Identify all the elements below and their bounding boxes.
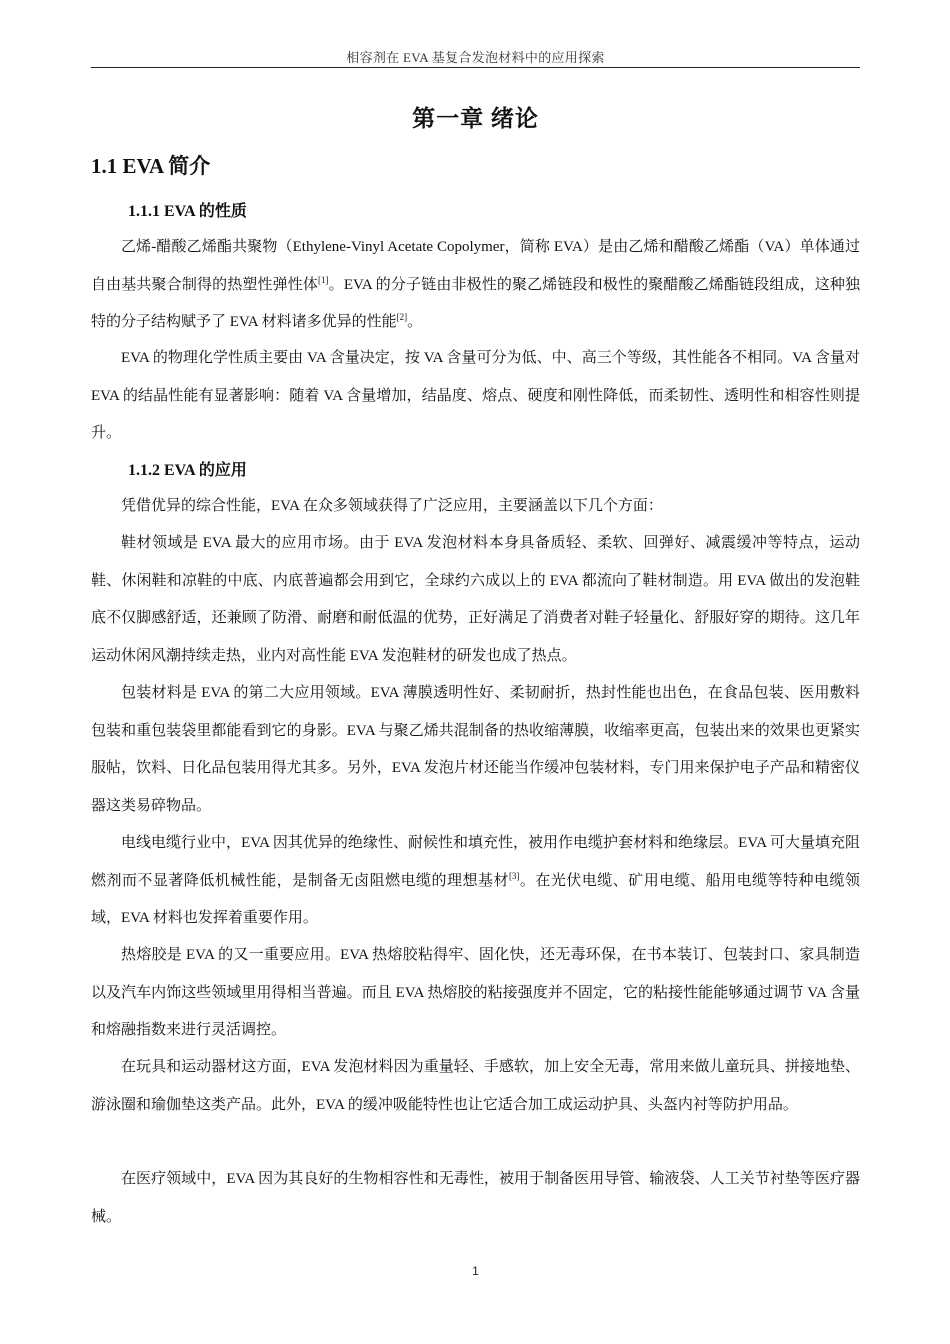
paragraph-footwear: 鞋材领域是 EVA 最大的应用市场。由于 EVA 发泡材料本身具备质轻、柔软、回弹好、减震缓冲等特点，运动鞋、休闲鞋和凉鞋的中底、内底普遍都会用到它，全球约六成以上的 EVA 都流向了鞋材制造。用 EVA 做出的发泡鞋底不仅脚感舒适，还兼顾了防滑、耐磨和耐低温的优势，正好满足了消费者对鞋子轻量化、舒服好穿的期待。这几年运动休闲风潮持续走热，业内对高性能 EVA 发泡鞋材的研发也成了热点。: [91, 535, 860, 664]
citation-ref-1[interactable]: [1]: [318, 274, 329, 285]
citation-ref-3[interactable]: [3]: [508, 870, 520, 881]
paragraph-applications-intro: 凭借优异的综合性能，EVA 在众多领域获得了广泛应用，主要涵盖以下几个方面：: [121, 498, 663, 514]
paragraph-text: 。: [407, 314, 423, 330]
paragraph-va-content: EVA 的物理化学性质主要由 VA 含量决定，按 VA 含量可分为低、中、高三个等级，其性能各不相同。VA 含量对 EVA 的结晶性能有显著影响：随着 VA 含量增加，结晶度、熔点、硬度和刚性降低，而柔韧性、透明性和相容性则提升。: [91, 350, 860, 441]
page-number: 1: [472, 1264, 479, 1278]
paragraph-packaging: 包装材料是 EVA 的第二大应用领域。EVA 薄膜透明性好、柔韧耐折，热封性能也出色，在食品包装、医用敷料包装和重包装袋里都能看到它的身影。EVA 与聚乙烯共混制备的热收缩薄膜，收缩率更高，包装出来的效果也更紧实服帖，饮料、日化品包装用得尤其多。另外，EVA 发泡片材还能当作缓冲包装材料，专门用来保护电子产品和精密仪器这类易碎物品。: [91, 685, 860, 814]
paragraph-toys-sports: 在玩具和运动器材这方面，EVA 发泡材料因为重量轻、手感软，加上安全无毒，常用来做儿童玩具、拼接地垫、游泳圈和瑜伽垫这类产品。此外，EVA 的缓冲吸能特性也让它适合加工成运动护具、头盔内衬等防护用品。: [91, 1059, 860, 1113]
chapter-title: 第一章 绪论: [412, 106, 539, 131]
running-header: 相容剂在 EVA 基复合发泡材料中的应用探索: [346, 50, 605, 65]
paragraph-text: 乙烯-醋酸乙烯酯共聚物（Ethylene-Vinyl Acetate Copolymer，简称 EVA）是由乙烯和醋酸乙烯酯（VA）单体通过自由基共聚合制得的热塑性弹性体: [91, 239, 860, 293]
section-heading-1-1-2: 1.1.2 EVA 的应用: [128, 462, 247, 479]
paragraph-text: 。EVA 的分子链由非极性的聚乙烯链段和极性的聚醋酸乙烯酯链段组成，这种独特的分子结构赋予了 EVA 材料诸多优异的性能: [91, 276, 860, 330]
section-heading-1-1-1: 1.1.1 EVA 的性质: [128, 203, 247, 220]
paragraph-text: 。在光伏电缆、矿用电缆、船用电缆等特种电缆领域，EVA 材料也发挥着重要作用。: [91, 872, 860, 926]
header-rule: [91, 67, 860, 68]
paragraph-eva-definition: [91, 229, 860, 342]
paragraph-text: 电线电缆行业中，EVA 因其优异的绝缘性、耐候性和填充性，被用作电缆护套材料和绝缘层。EVA 可大量填充阻燃剂而不显著降低机械性能，是制备无卤阻燃电缆的理想基材: [91, 835, 860, 889]
paragraph-medical: 在医疗领域中，EVA 因为其良好的生物相容性和无毒性，被用于制备医用导管、输液袋、人工关节衬垫等医疗器械。: [91, 1171, 860, 1225]
paragraph-wire-cable: [91, 825, 860, 938]
section-heading-1-1: 1.1 EVA 简介: [91, 154, 211, 178]
citation-ref-2[interactable]: [2]: [396, 312, 408, 322]
paragraph-hot-melt: 热熔胶是 EVA 的又一重要应用。EVA 热熔胶粘得牢、固化快，还无毒环保，在书本装订、包装封口、家具制造以及汽车内饰这些领域里用得相当普遍。而且 EVA 热熔胶的粘接强度并不固定，它的粘接性能能够通过调节 VA 含量和熔融指数来进行灵活调控。: [91, 947, 860, 1038]
